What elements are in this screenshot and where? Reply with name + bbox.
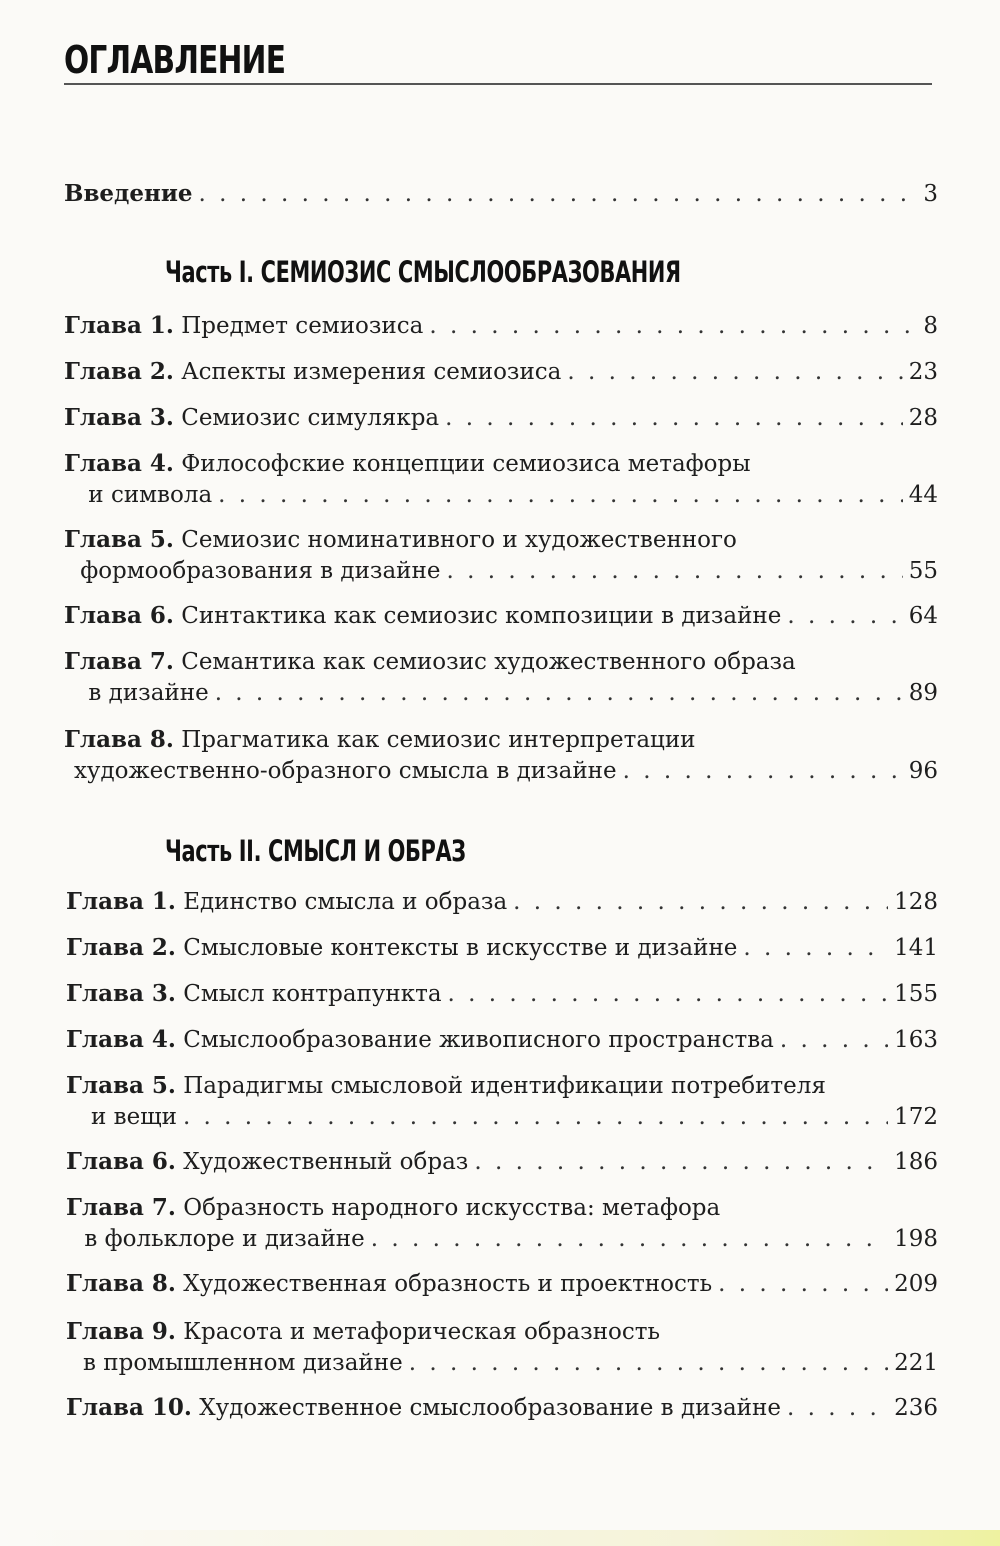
toc-entry[interactable] [64,310,938,342]
page-number: 28 [908,405,938,431]
chapter-title-continued: в дизайне [88,680,209,706]
page-number: 186 [894,1149,938,1175]
leader-dots [743,933,888,964]
chapter-label: Глава 6. [66,1148,176,1175]
chapter-label: Глава 10. [66,1394,192,1421]
page-number: 64 [908,603,938,629]
part-title: Часть I. СЕМИОЗИС СМЫСЛООБРАЗОВАНИЯ [165,255,681,289]
leader-dots [445,403,903,434]
title-rule [64,83,932,85]
toc-entry[interactable] [64,524,938,587]
chapter-label: Глава 4. [66,1026,176,1053]
page-number: 96 [908,758,938,784]
chapter-title: Художественная образность и проектность [183,1271,713,1297]
chapter-label: Глава 1. [64,312,174,339]
page-number: 163 [894,1027,938,1053]
leader-dots [215,678,903,709]
chapter-title: Семиозис симулякра [181,405,440,431]
toc-entry[interactable] [66,1192,938,1255]
toc-entry[interactable] [66,978,938,1010]
chapter-label: Глава 1. [66,888,176,915]
chapter-label: Глава 8. [66,1270,176,1297]
toc-entry[interactable] [66,1024,938,1056]
toc-entry[interactable] [64,402,938,434]
chapter-title: Художественный образ [183,1149,469,1175]
chapter-label: Глава 4. [64,450,174,477]
chapter-title: Философские концепции семиозиса метафоры [181,451,751,477]
page-number: 155 [894,981,938,1007]
page-number: 8 [923,313,938,339]
page-number: 198 [894,1226,938,1252]
chapter-title-continued: и символа [88,482,213,508]
chapter-title: Единство смысла и образа [183,889,508,915]
toc-entry-intro[interactable] [64,178,938,210]
chapter-label: Глава 7. [64,648,174,675]
page-number: 221 [894,1350,938,1376]
page-number: 89 [908,680,938,706]
chapter-title-continued: и вещи [91,1104,177,1130]
chapter-title: Смыслообразование живописного пространства [183,1027,774,1053]
chapter-title-continued: в промышленном дизайне [83,1350,403,1376]
chapter-label: Глава 7. [66,1194,176,1221]
page-number: 44 [908,482,938,508]
page-number: 23 [908,359,938,385]
toc-entry[interactable] [64,724,938,787]
chapter-title: Образность народного искусства: метафора [183,1195,721,1221]
leader-dots [448,979,889,1010]
toc-entry[interactable] [66,1392,938,1424]
toc-entry[interactable] [64,448,938,511]
chapter-label: Глава 6. [64,602,174,629]
chapter-title: Предмет семиозиса [181,313,424,339]
chapter-title: Смысл контрапункта [183,981,442,1007]
toc-entry[interactable] [66,886,938,918]
page-number: 236 [894,1395,938,1421]
chapter-title: Синтактика как семиозис композиции в дизайне [181,603,782,629]
page-number: 209 [894,1271,938,1297]
page-number: 3 [923,181,938,207]
leader-dots [623,756,903,787]
page-number: 128 [894,889,938,915]
page-title: ОГЛАВЛЕНИЕ [64,38,286,82]
leader-dots [371,1224,888,1255]
chapter-title-continued: формообразования в дизайне [80,558,441,584]
entry-label: Введение [64,180,193,207]
chapter-title: Семантика как семиозис художественного образа [181,649,796,675]
toc-entry[interactable] [66,932,938,964]
chapter-title: Смысловые контексты в искусстве и дизайне [183,935,738,961]
chapter-title-continued: художественно-образного смысла в дизайне [73,758,617,784]
chapter-label: Глава 2. [64,358,174,385]
toc-entry[interactable] [64,356,938,388]
leader-dots [446,556,902,587]
toc-entry[interactable] [64,600,938,632]
leader-dots [218,480,903,511]
chapter-label: Глава 8. [64,726,174,753]
chapter-label: Глава 9. [66,1318,176,1345]
chapter-title: Красота и метафорическая образность [183,1319,660,1345]
chapter-label: Глава 3. [64,404,174,431]
page-number: 55 [908,558,938,584]
toc-entry[interactable] [66,1316,938,1379]
toc-entry[interactable] [64,646,938,709]
chapter-title-continued: в фольклоре и дизайне [84,1226,365,1252]
leader-dots [474,1147,888,1178]
leader-dots [787,601,902,632]
leader-dots [787,1393,888,1424]
leader-dots [780,1025,888,1056]
leader-dots [718,1269,888,1300]
chapter-title: Семиозис номинативного и художественного [181,527,737,553]
leader-dots [429,311,917,342]
part-title: Часть II. СМЫСЛ И ОБРАЗ [165,834,466,868]
toc-entry[interactable] [66,1268,938,1300]
chapter-label: Глава 5. [64,526,174,553]
chapter-title: Аспекты измерения семиозиса [181,359,562,385]
leader-dots [567,357,902,388]
chapter-label: Глава 3. [66,980,176,1007]
leader-dots [183,1102,888,1133]
toc-entry[interactable] [66,1070,938,1133]
chapter-title: Прагматика как семиозис интерпретации [181,727,696,753]
chapter-label: Глава 5. [66,1072,176,1099]
leader-dots [409,1348,888,1379]
chapter-label: Глава 2. [66,934,176,961]
chapter-title: Парадигмы смысловой идентификации потребителя [183,1073,826,1099]
page-edge [0,1530,1000,1546]
toc-entry[interactable] [66,1146,938,1178]
page-number: 141 [894,935,938,961]
leader-dots [513,887,888,918]
leader-dots [199,179,918,210]
chapter-title: Художественное смыслообразование в дизайне [199,1395,781,1421]
page-number: 172 [894,1104,938,1130]
